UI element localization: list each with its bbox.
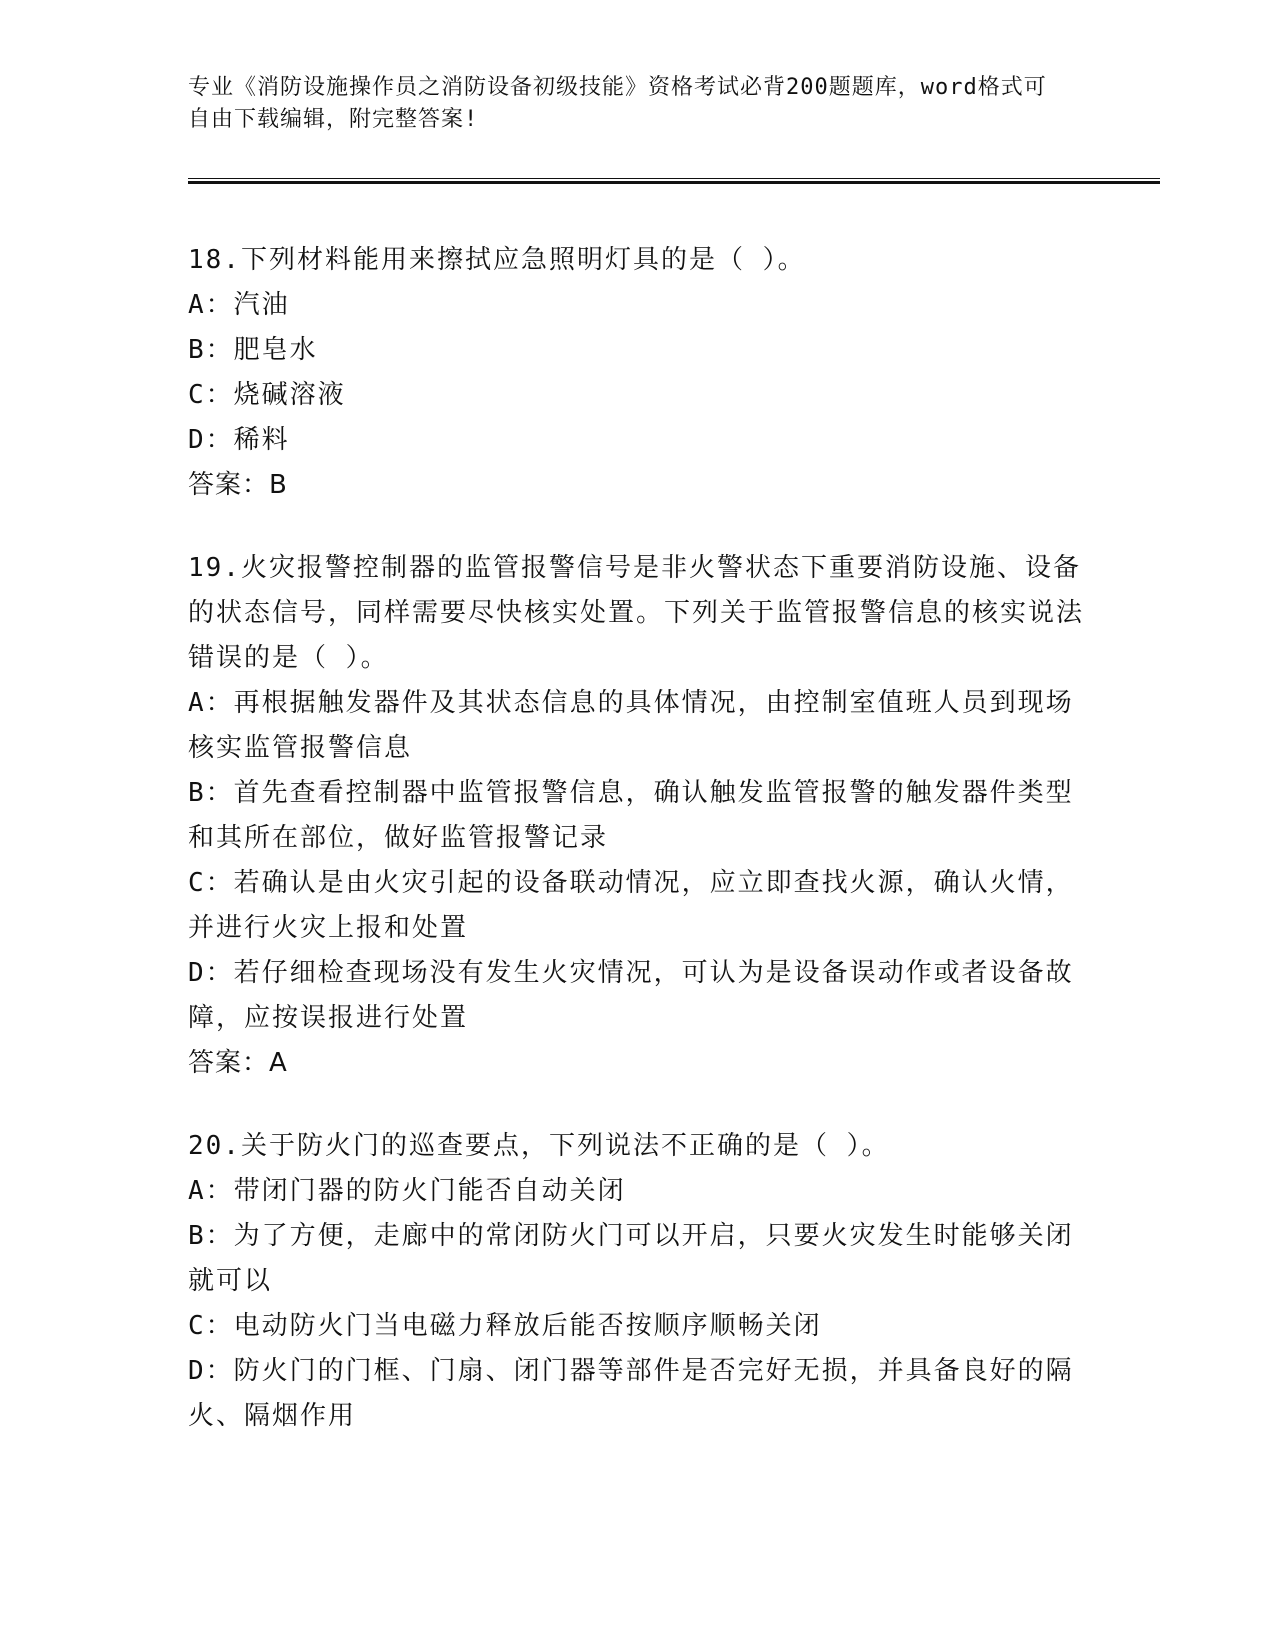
option-c: C：电动防火门当电磁力释放后能否按顺序顺畅关闭	[188, 1311, 822, 1341]
header-divider-thick	[188, 181, 1160, 184]
question-18	[188, 238, 1088, 508]
header-divider-thin	[188, 178, 1160, 179]
option-a: A：再根据触发器件及其状态信息的具体情况，由控制室值班人员到现场核实监管报警信息	[188, 688, 1074, 763]
answer: 答案：B	[188, 470, 288, 500]
option-d: D：防火门的门框、门扇、闭门器等部件是否完好无损，并具备良好的隔火、隔烟作用	[188, 1356, 1074, 1431]
option-b: B：肥皂水	[188, 335, 318, 365]
option-a: A：汽油	[188, 290, 290, 320]
option-b: B：首先查看控制器中监管报警信息，确认触发监管报警的触发器件类型和其所在部位，做好监管报警记录	[188, 778, 1074, 853]
option-a: A：带闭门器的防火门能否自动关闭	[188, 1176, 626, 1206]
answer: 答案：A	[188, 1048, 288, 1078]
question-stem: 18.下列材料能用来擦拭应急照明灯具的是（ ）。	[188, 245, 806, 275]
question-20	[188, 1124, 1088, 1439]
question-stem: 20.关于防火门的巡查要点，下列说法不正确的是（ ）。	[188, 1131, 890, 1161]
option-d: D：稀料	[188, 425, 290, 455]
question-list	[188, 238, 1088, 1477]
question-stem: 19.火灾报警控制器的监管报警信号是非火警状态下重要消防设施、设备的状态信号，同样需要尽快核实处置。下列关于监管报警信息的核实说法错误的是（ ）。	[188, 553, 1085, 673]
option-d: D：若仔细检查现场没有发生火灾情况，可认为是设备误动作或者设备故障，应按误报进行处置	[188, 958, 1074, 1033]
option-c: C：烧碱溶液	[188, 380, 346, 410]
question-19	[188, 546, 1088, 1086]
document-header: 专业《消防设施操作员之消防设备初级技能》资格考试必背200题题库，word格式可自由下载编辑，附完整答案!	[188, 75, 1047, 132]
option-b: B：为了方便，走廊中的常闭防火门可以开启，只要火灾发生时能够关闭就可以	[188, 1221, 1074, 1296]
option-c: C：若确认是由火灾引起的设备联动情况，应立即查找火源，确认火情，并进行火灾上报和处置	[188, 868, 1074, 943]
